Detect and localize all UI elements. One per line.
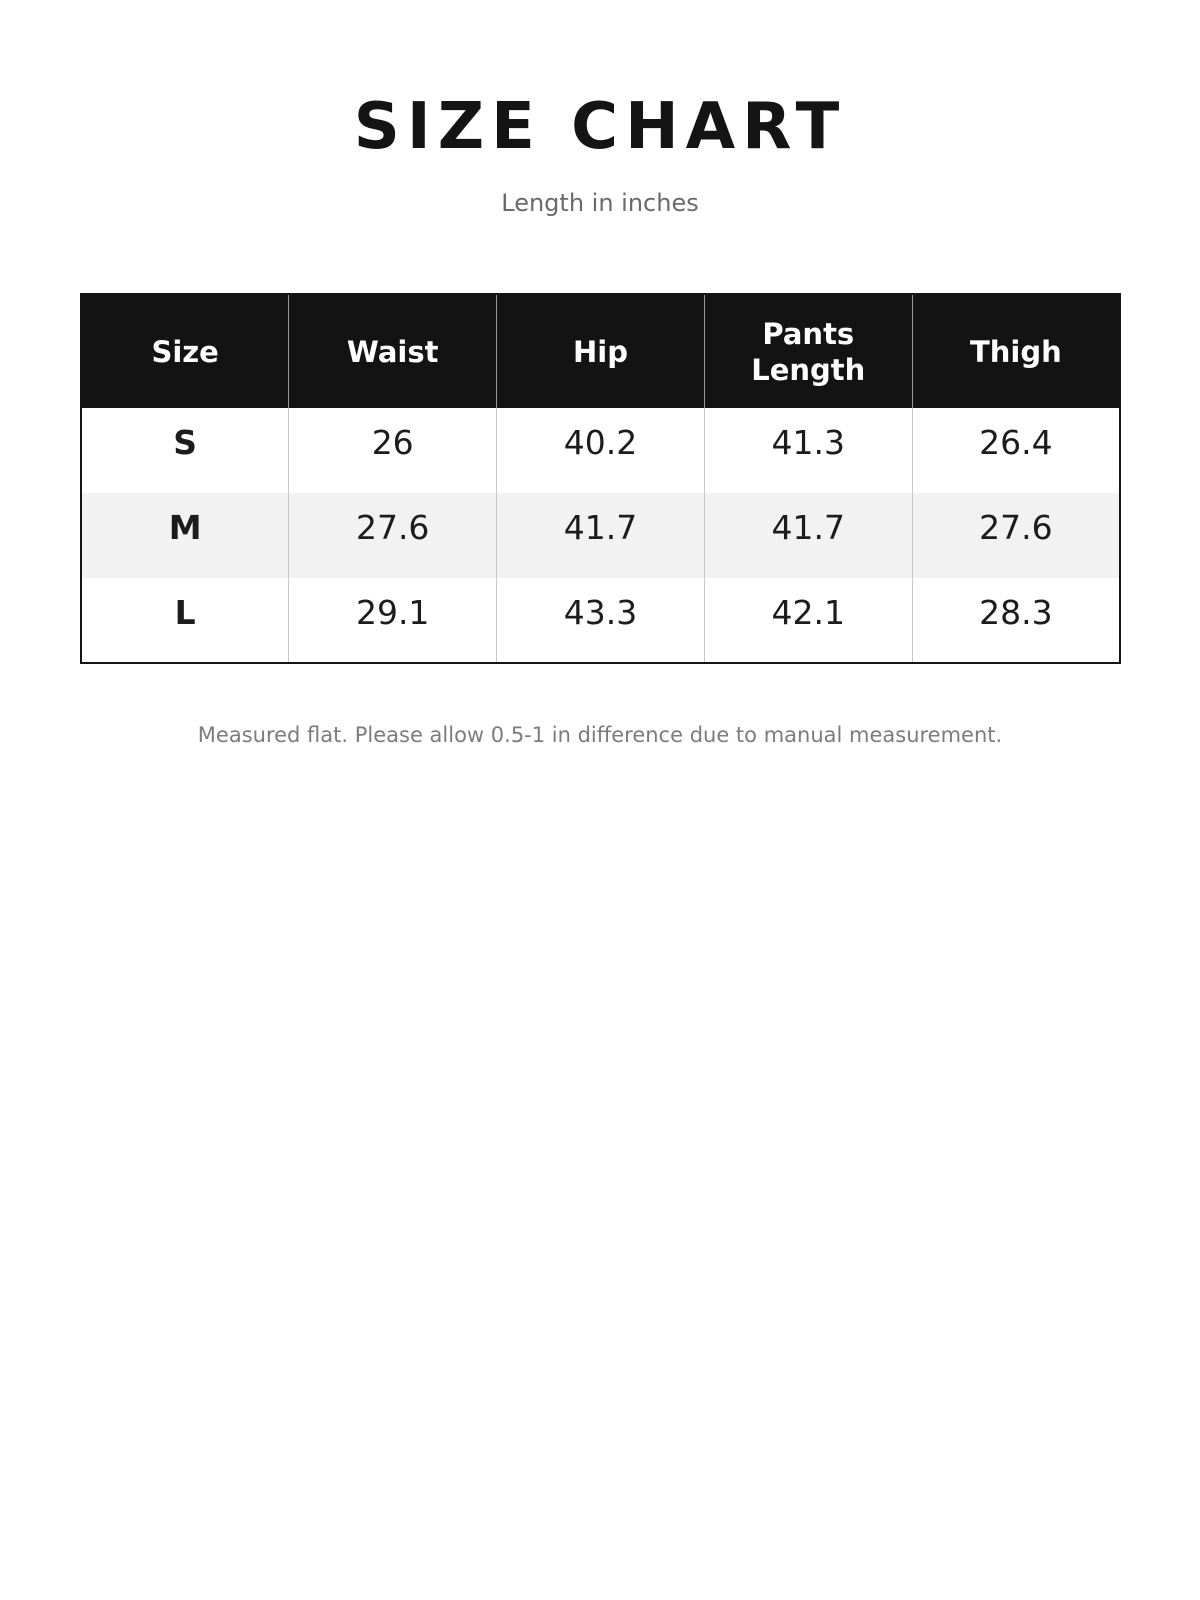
page-subtitle: Length in inches <box>501 189 699 217</box>
waist-cell: 29.1 <box>289 578 497 663</box>
thigh-cell: 28.3 <box>979 592 1053 632</box>
size-cell: M <box>81 493 289 578</box>
hip-cell: 40.2 <box>497 408 705 493</box>
column-header-size: Size <box>81 294 289 408</box>
size-cell: L <box>81 578 289 663</box>
size-cell: S <box>81 408 289 493</box>
column-header-hip: Hip <box>497 294 705 408</box>
page-title: SIZE CHART <box>353 90 847 164</box>
table-header-row <box>81 294 1120 408</box>
column-header-pants-length: Pants Length <box>704 294 912 408</box>
thigh-cell: 27.6 <box>912 493 1120 578</box>
size-table <box>80 293 1121 664</box>
column-header-waist: Waist <box>289 294 497 408</box>
waist-cell: 27.6 <box>289 493 497 578</box>
hip-cell: 41.7 <box>497 493 705 578</box>
pants-length-cell: 42.1 <box>704 578 912 663</box>
table-row <box>81 578 1120 663</box>
hip-cell: 43.3 <box>497 578 705 663</box>
table-row <box>81 493 1120 578</box>
column-header-thigh: Thigh <box>912 294 1120 408</box>
thigh-cell: 26.4 <box>979 423 1053 462</box>
measurement-note: Measured flat. Please allow 0.5-1 in difference due to manual measurement. <box>197 723 1003 747</box>
pants-length-cell: 41.3 <box>704 408 912 493</box>
pants-length-cell: 41.7 <box>704 493 912 578</box>
waist-cell: 26 <box>289 408 497 493</box>
table-row <box>81 408 1120 493</box>
